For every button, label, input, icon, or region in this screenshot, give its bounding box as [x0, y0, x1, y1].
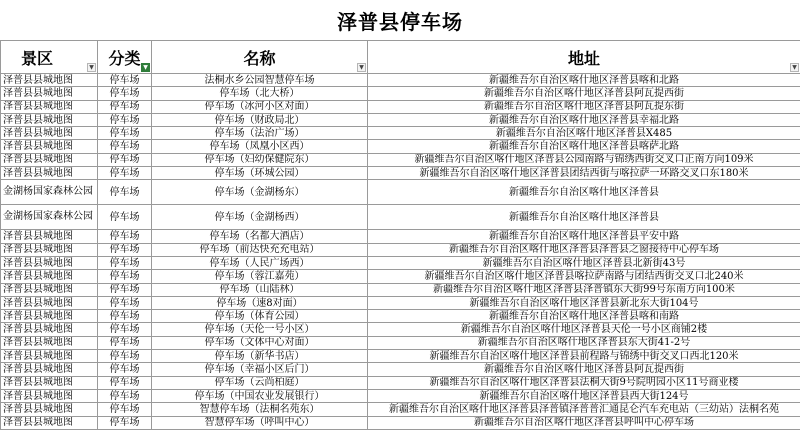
- table-row: [1, 376, 800, 389]
- cell-area[interactable]: 泽普县县城地图: [1, 243, 98, 256]
- table-row: [1, 87, 800, 100]
- cell-type[interactable]: 停车场: [98, 153, 152, 166]
- header-area: 景区 ▼: [1, 41, 98, 74]
- table-row: [1, 350, 800, 363]
- cell-address[interactable]: 新疆维吾尔自治区喀什地区泽普县北新街43号: [368, 256, 800, 269]
- cell-address[interactable]: 新疆维吾尔自治区喀什地区泽普县新北东大街104号: [368, 296, 800, 309]
- table-row: [1, 127, 800, 140]
- cell-name[interactable]: 停车场（天伦一号小区）: [152, 323, 368, 336]
- table-row: [1, 323, 800, 336]
- cell-name[interactable]: 停车场（金湖杨东）: [152, 180, 368, 205]
- table-row: [1, 100, 800, 113]
- cell-area[interactable]: 泽普县县城地图: [1, 113, 98, 126]
- filter-dropdown-icon[interactable]: ▼: [87, 63, 96, 72]
- cell-address[interactable]: 新疆维吾尔自治区喀什地区泽普县团结西街与喀拉萨一环路交叉口东180米: [368, 167, 800, 180]
- cell-name[interactable]: 停车场（幸福小区后门）: [152, 363, 368, 376]
- table-row: [1, 74, 800, 87]
- cell-name[interactable]: 停车场（环城公园）: [152, 167, 368, 180]
- cell-type[interactable]: 停车场: [98, 283, 152, 296]
- cell-name[interactable]: 停车场（新华书店）: [152, 350, 368, 363]
- parking-table: [0, 40, 800, 430]
- table-row: [1, 180, 800, 205]
- cell-address[interactable]: 新疆维吾尔自治区喀什地区泽普县东大街41-2号: [368, 336, 800, 349]
- cell-type[interactable]: 停车场: [98, 323, 152, 336]
- cell-address[interactable]: 新疆维吾尔自治区喀什地区泽普县平安中路: [368, 230, 800, 243]
- sheet-title: 泽普县停车场: [0, 0, 800, 41]
- cell-type[interactable]: 停车场: [98, 416, 152, 429]
- cell-name[interactable]: 智慧停车场（呼叫中心）: [152, 416, 368, 429]
- cell-name[interactable]: 法桐水乡公园智慧停车场: [152, 74, 368, 87]
- cell-area[interactable]: 泽普县县城地图: [1, 127, 98, 140]
- cell-name[interactable]: 停车场（体育公园）: [152, 310, 368, 323]
- cell-name[interactable]: 智慧停车场（法桐名苑东）: [152, 403, 368, 416]
- cell-type[interactable]: 停车场: [98, 87, 152, 100]
- table-body: [1, 74, 800, 430]
- cell-name[interactable]: 停车场（前达快充充电站）: [152, 243, 368, 256]
- cell-name[interactable]: 停车场（名都大酒店）: [152, 230, 368, 243]
- cell-address[interactable]: 新疆维吾尔自治区喀什地区泽普县天伦一号小区商铺2楼: [368, 323, 800, 336]
- cell-type[interactable]: 停车场: [98, 389, 152, 402]
- table-row: [1, 403, 800, 416]
- table-row: [1, 363, 800, 376]
- cell-address[interactable]: 新疆维吾尔自治区喀什地区泽普县公园南路与锦绣西街交叉口正南方向109米: [368, 153, 800, 166]
- header-type: 分类 ▼: [98, 41, 152, 74]
- cell-type[interactable]: 停车场: [98, 74, 152, 87]
- cell-name[interactable]: 停车场（中国农业发展银行）: [152, 389, 368, 402]
- cell-area[interactable]: 泽普县县城地图: [1, 100, 98, 113]
- cell-name[interactable]: 停车场（财政局北）: [152, 113, 368, 126]
- cell-address[interactable]: 新疆维吾尔自治区喀什地区泽普县泽普镇东大街99号东南方向100米: [368, 283, 800, 296]
- cell-name[interactable]: 停车场（云尚柏庭）: [152, 376, 368, 389]
- cell-area[interactable]: 泽普县县城地图: [1, 74, 98, 87]
- cell-type[interactable]: 停车场: [98, 113, 152, 126]
- cell-area[interactable]: 金湖杨国家森林公园: [1, 205, 98, 230]
- cell-area[interactable]: 泽普县县城地图: [1, 296, 98, 309]
- cell-area[interactable]: 泽普县县城地图: [1, 230, 98, 243]
- filter-active-icon[interactable]: ▼: [141, 63, 150, 72]
- cell-type[interactable]: 停车场: [98, 310, 152, 323]
- table-row: [1, 296, 800, 309]
- cell-type[interactable]: 停车场: [98, 376, 152, 389]
- cell-area[interactable]: 泽普县县城地图: [1, 87, 98, 100]
- cell-type[interactable]: 停车场: [98, 167, 152, 180]
- cell-address[interactable]: 新疆维吾尔自治区喀什地区泽普县泽普镇泽普普汇通昆仑汽车充电站（三幼站）法桐名苑: [368, 403, 800, 416]
- cell-area[interactable]: 泽普县县城地图: [1, 310, 98, 323]
- table-row: [1, 243, 800, 256]
- cell-area[interactable]: 泽普县县城地图: [1, 256, 98, 269]
- cell-type[interactable]: 停车场: [98, 127, 152, 140]
- cell-area[interactable]: 泽普县县城地图: [1, 153, 98, 166]
- table-row: [1, 270, 800, 283]
- cell-address[interactable]: 新疆维吾尔自治区喀什地区泽普县喀拉萨南路与团结西街交叉口北240米: [368, 270, 800, 283]
- table-row: [1, 256, 800, 269]
- cell-area[interactable]: 泽普县县城地图: [1, 376, 98, 389]
- header-address: 地址 ▼: [368, 41, 800, 74]
- cell-name[interactable]: 停车场（蓉江嘉苑）: [152, 270, 368, 283]
- cell-name[interactable]: 停车场（北大桥）: [152, 87, 368, 100]
- cell-address[interactable]: 新疆维吾尔自治区喀什地区泽普县喀萨北路: [368, 140, 800, 153]
- cell-address[interactable]: 新疆维吾尔自治区喀什地区泽普县喀和北路: [368, 74, 800, 87]
- cell-address[interactable]: 新疆维吾尔自治区喀什地区泽普县前程路与锦绣中街交叉口西北120米: [368, 350, 800, 363]
- cell-name[interactable]: 停车场（妇幼保健院东）: [152, 153, 368, 166]
- table-row: [1, 113, 800, 126]
- cell-address[interactable]: 新疆维吾尔自治区喀什地区泽普县法桐大街9号院明园小区11号商业楼: [368, 376, 800, 389]
- cell-area[interactable]: 泽普县县城地图: [1, 323, 98, 336]
- filter-dropdown-icon[interactable]: ▼: [357, 63, 366, 72]
- cell-type[interactable]: 停车场: [98, 180, 152, 205]
- cell-name[interactable]: 停车场（山陆林）: [152, 283, 368, 296]
- cell-type[interactable]: 停车场: [98, 243, 152, 256]
- table-row: [1, 336, 800, 349]
- cell-type[interactable]: 停车场: [98, 230, 152, 243]
- filter-dropdown-icon[interactable]: ▼: [790, 63, 799, 72]
- cell-address[interactable]: 新疆维吾尔自治区喀什地区泽普县西大街124号: [368, 389, 800, 402]
- table-row: [1, 230, 800, 243]
- cell-address[interactable]: 新疆维吾尔自治区喀什地区泽普县阿瓦提西街: [368, 363, 800, 376]
- cell-address[interactable]: 新疆维吾尔自治区喀什地区泽普县X485: [368, 127, 800, 140]
- cell-type[interactable]: 停车场: [98, 270, 152, 283]
- cell-type[interactable]: 停车场: [98, 336, 152, 349]
- table-row: [1, 205, 800, 230]
- cell-address[interactable]: 新疆维吾尔自治区喀什地区泽普县幸福北路: [368, 113, 800, 126]
- table-row: [1, 389, 800, 402]
- cell-name[interactable]: 停车场（金湖杨西）: [152, 205, 368, 230]
- cell-area[interactable]: 泽普县县城地图: [1, 350, 98, 363]
- cell-address[interactable]: 新疆维吾尔自治区喀什地区泽普县阿瓦提东街: [368, 100, 800, 113]
- cell-type[interactable]: 停车场: [98, 350, 152, 363]
- cell-name[interactable]: 停车场（人民广场西）: [152, 256, 368, 269]
- table-row: [1, 283, 800, 296]
- cell-type[interactable]: 停车场: [98, 363, 152, 376]
- header-name: 名称 ▼: [152, 41, 368, 74]
- table-row: [1, 416, 800, 429]
- cell-area[interactable]: 泽普县县城地图: [1, 336, 98, 349]
- cell-area[interactable]: 泽普县县城地图: [1, 363, 98, 376]
- cell-address[interactable]: 新疆维吾尔自治区喀什地区泽普县喀和南路: [368, 310, 800, 323]
- table-row: [1, 310, 800, 323]
- cell-type[interactable]: 停车场: [98, 140, 152, 153]
- cell-address[interactable]: 新疆维吾尔自治区喀什地区泽普县阿瓦提西街: [368, 87, 800, 100]
- cell-area[interactable]: 泽普县县城地图: [1, 416, 98, 429]
- cell-address[interactable]: 新疆维吾尔自治区喀什地区泽普县: [368, 205, 800, 230]
- cell-area[interactable]: 泽普县县城地图: [1, 140, 98, 153]
- cell-type[interactable]: 停车场: [98, 256, 152, 269]
- cell-type[interactable]: 停车场: [98, 205, 152, 230]
- table-row: [1, 140, 800, 153]
- cell-area[interactable]: 泽普县县城地图: [1, 283, 98, 296]
- table-row: [1, 167, 800, 180]
- table-row: [1, 153, 800, 166]
- cell-name[interactable]: 停车场（法治广场）: [152, 127, 368, 140]
- cell-name[interactable]: 停车场（冰河小区对面）: [152, 100, 368, 113]
- cell-area[interactable]: 金湖杨国家森林公园: [1, 180, 98, 205]
- cell-address[interactable]: 新疆维吾尔自治区喀什地区泽普县: [368, 180, 800, 205]
- cell-name[interactable]: 停车场（凤凰小区西）: [152, 140, 368, 153]
- cell-area[interactable]: 泽普县县城地图: [1, 167, 98, 180]
- cell-name[interactable]: 停车场（速8对面）: [152, 296, 368, 309]
- cell-type[interactable]: 停车场: [98, 403, 152, 416]
- cell-area[interactable]: 泽普县县城地图: [1, 270, 98, 283]
- cell-address[interactable]: 新疆维吾尔自治区喀什地区泽普县呼叫中心停车场: [368, 416, 800, 429]
- cell-area[interactable]: 泽普县县城地图: [1, 403, 98, 416]
- cell-name[interactable]: 停车场（文体中心对面）: [152, 336, 368, 349]
- cell-address[interactable]: 新疆维吾尔自治区喀什地区泽普县泽普县之窗接待中心停车场: [368, 243, 800, 256]
- cell-area[interactable]: 泽普县县城地图: [1, 389, 98, 402]
- cell-type[interactable]: 停车场: [98, 100, 152, 113]
- cell-type[interactable]: 停车场: [98, 296, 152, 309]
- header-row: [1, 41, 800, 74]
